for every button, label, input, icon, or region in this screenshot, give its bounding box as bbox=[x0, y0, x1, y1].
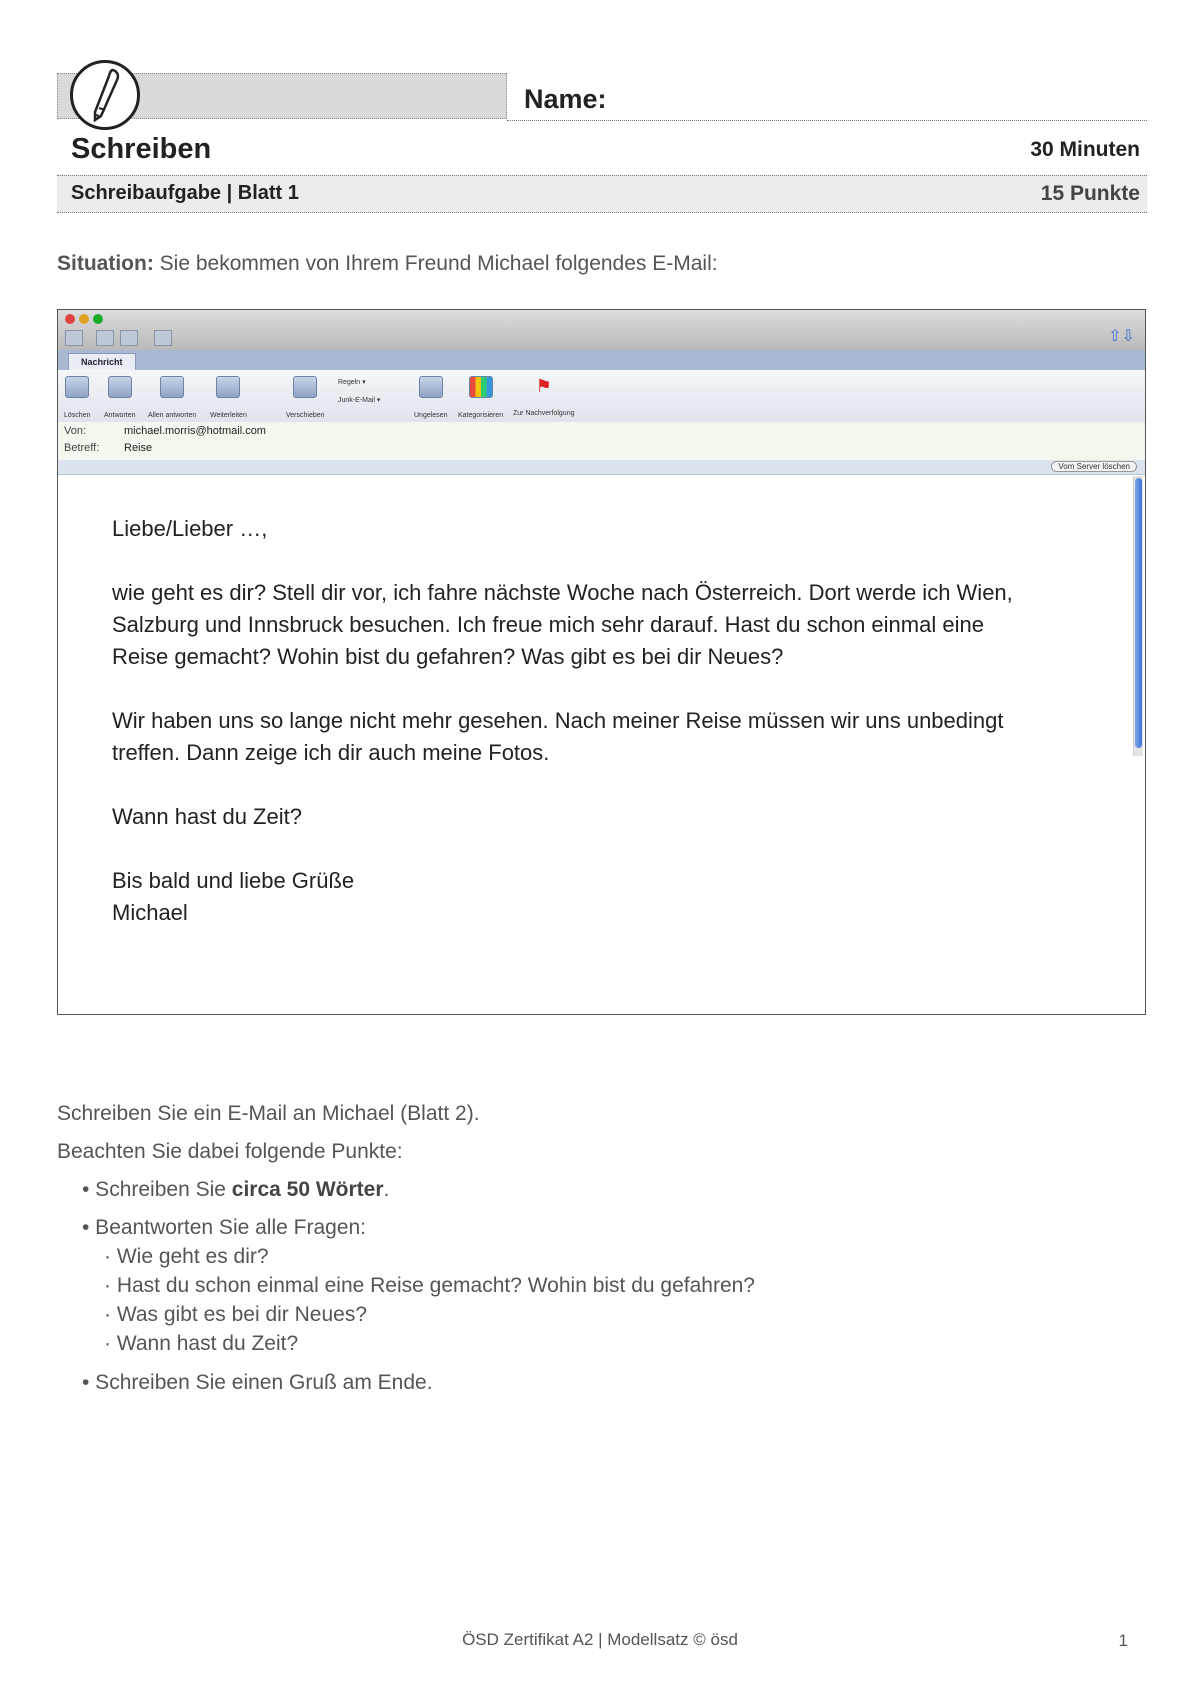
categorize-button[interactable] bbox=[458, 376, 503, 419]
instruction-line: Schreiben Sie ein E-Mail an Michael (Blatt 2). bbox=[57, 1102, 480, 1125]
subject-value: Reise bbox=[124, 442, 153, 454]
bullet-bold-text: circa 50 Wörter bbox=[231, 1178, 384, 1201]
follow-up-button[interactable] bbox=[513, 376, 574, 417]
rules-button[interactable]: Regeln ▾ bbox=[338, 379, 366, 386]
footer-text: ÖSD Zertifikat A2 | Modellsatz © ösd bbox=[462, 1630, 738, 1649]
move-label: Verschieben bbox=[286, 412, 325, 419]
mail-question: Wann hast du Zeit? bbox=[112, 804, 302, 829]
name-label: Name: bbox=[524, 84, 607, 114]
subject-label: Betreff: bbox=[64, 442, 100, 454]
instruction-line: Beachten Sie dabei folgende Punkte: bbox=[57, 1140, 403, 1163]
bullet-text: • Schreiben Sie bbox=[82, 1178, 232, 1201]
mail-paragraph-line: wie geht es dir? Stell dir vor, ich fahre nächste Woche nach Österreich. Dort werde ich Wien, bbox=[112, 580, 1013, 605]
bullet-word-count bbox=[82, 1178, 389, 1202]
move-folder-icon bbox=[293, 376, 317, 398]
mail-signature: Michael bbox=[112, 900, 188, 925]
follow-up-label: Zur Nachverfolgung bbox=[513, 410, 575, 417]
delete-from-server-button[interactable]: Vom Server löschen bbox=[1051, 461, 1137, 472]
question-item: · Hast du schon einmal eine Reise gemacht? Wohin bist du gefahren? bbox=[104, 1274, 755, 1297]
unread-icon bbox=[419, 376, 443, 398]
scrollbar[interactable] bbox=[1133, 476, 1143, 756]
from-row bbox=[64, 425, 266, 437]
junk-button[interactable]: Junk-E-Mail ▾ bbox=[338, 397, 381, 404]
subject-row bbox=[64, 442, 152, 454]
points-label: 15 Punkte bbox=[1040, 182, 1140, 205]
mail-paragraph-line: Reise gemacht? Wohin bist du gefahren? Was gibt es bei dir Neues? bbox=[112, 644, 784, 669]
forward-icon bbox=[216, 376, 240, 398]
page-title: Schreiben bbox=[71, 133, 212, 165]
from-address[interactable]: michael.morris@hotmail.com bbox=[124, 425, 266, 437]
mail-paragraph-line: treffen. Dann zeige ich dir auch meine Fotos. bbox=[112, 740, 550, 765]
reply-icon bbox=[108, 376, 132, 398]
mail-greeting: Liebe/Lieber …, bbox=[112, 516, 268, 541]
bullet-greeting: • Schreiben Sie einen Gruß am Ende. bbox=[82, 1371, 433, 1394]
reply-button[interactable] bbox=[104, 376, 136, 419]
situation-body: Sie bekommen von Ihrem Freund Michael folgendes E-Mail: bbox=[153, 252, 718, 275]
pen-icon bbox=[70, 60, 140, 130]
page-number: 1 bbox=[1118, 1631, 1128, 1650]
question-item: · Wie geht es dir? bbox=[104, 1245, 269, 1268]
categorize-icon bbox=[469, 376, 493, 398]
bullet-questions: • Beantworten Sie alle Fragen: bbox=[82, 1216, 367, 1239]
delete-button[interactable] bbox=[64, 376, 90, 419]
unread-button[interactable] bbox=[414, 376, 447, 419]
task-label: Schreibaufgabe | Blatt 1 bbox=[71, 182, 299, 204]
mail-closing: Bis bald und liebe Grüße bbox=[112, 868, 355, 893]
folder-icon[interactable] bbox=[96, 330, 114, 346]
mail-paragraph-line: Wir haben uns so lange nicht mehr gesehen. Nach meiner Reise müssen wir uns unbedingt bbox=[112, 708, 1004, 733]
categorize-label: Kategorisieren bbox=[458, 412, 504, 419]
duration-label: 30 Minuten bbox=[1030, 138, 1140, 161]
unread-label: Ungelesen bbox=[414, 412, 448, 419]
mail-paragraph-line: Salzburg und Innsbruck besuchen. Ich freue mich sehr darauf. Hast du schon einmal eine bbox=[112, 612, 984, 637]
print-icon[interactable] bbox=[154, 330, 172, 346]
ribbon-tabs bbox=[58, 350, 1145, 370]
from-label: Von: bbox=[64, 425, 87, 437]
delete-label: Löschen bbox=[64, 412, 91, 419]
question-item: · Was gibt es bei dir Neues? bbox=[104, 1303, 368, 1326]
reply-all-label: Allen antworten bbox=[148, 412, 197, 419]
scrollbar-thumb[interactable] bbox=[1135, 478, 1142, 748]
zoom-window-icon[interactable] bbox=[93, 314, 103, 324]
trash-icon bbox=[65, 376, 89, 398]
email-window bbox=[57, 309, 1146, 1015]
bullet-text: . bbox=[383, 1178, 390, 1201]
flag-icon: ⚑ bbox=[535, 376, 552, 396]
ribbon-toolbar bbox=[58, 370, 1145, 423]
folder-open-icon[interactable] bbox=[120, 330, 138, 346]
navigation-arrows-icon[interactable]: ⇧⇩ bbox=[1108, 328, 1135, 345]
forward-label: Weiterleiten bbox=[210, 412, 247, 419]
close-window-icon[interactable] bbox=[65, 314, 75, 324]
header-strip bbox=[58, 460, 1145, 475]
reply-all-button[interactable] bbox=[148, 376, 196, 419]
reply-label: Antworten bbox=[104, 412, 136, 419]
window-titlebar bbox=[58, 310, 1145, 351]
tab-nachricht[interactable]: Nachricht bbox=[68, 353, 136, 371]
forward-button[interactable] bbox=[210, 376, 247, 419]
save-icon[interactable] bbox=[65, 330, 83, 346]
name-field-line[interactable] bbox=[507, 120, 1147, 121]
situation-text bbox=[57, 252, 718, 276]
reply-all-icon bbox=[160, 376, 184, 398]
message-header bbox=[58, 422, 1145, 460]
move-button[interactable] bbox=[286, 376, 325, 419]
minimize-window-icon[interactable] bbox=[79, 314, 89, 324]
question-item: · Wann hast du Zeit? bbox=[104, 1332, 299, 1355]
situation-label: Situation: bbox=[57, 252, 154, 275]
